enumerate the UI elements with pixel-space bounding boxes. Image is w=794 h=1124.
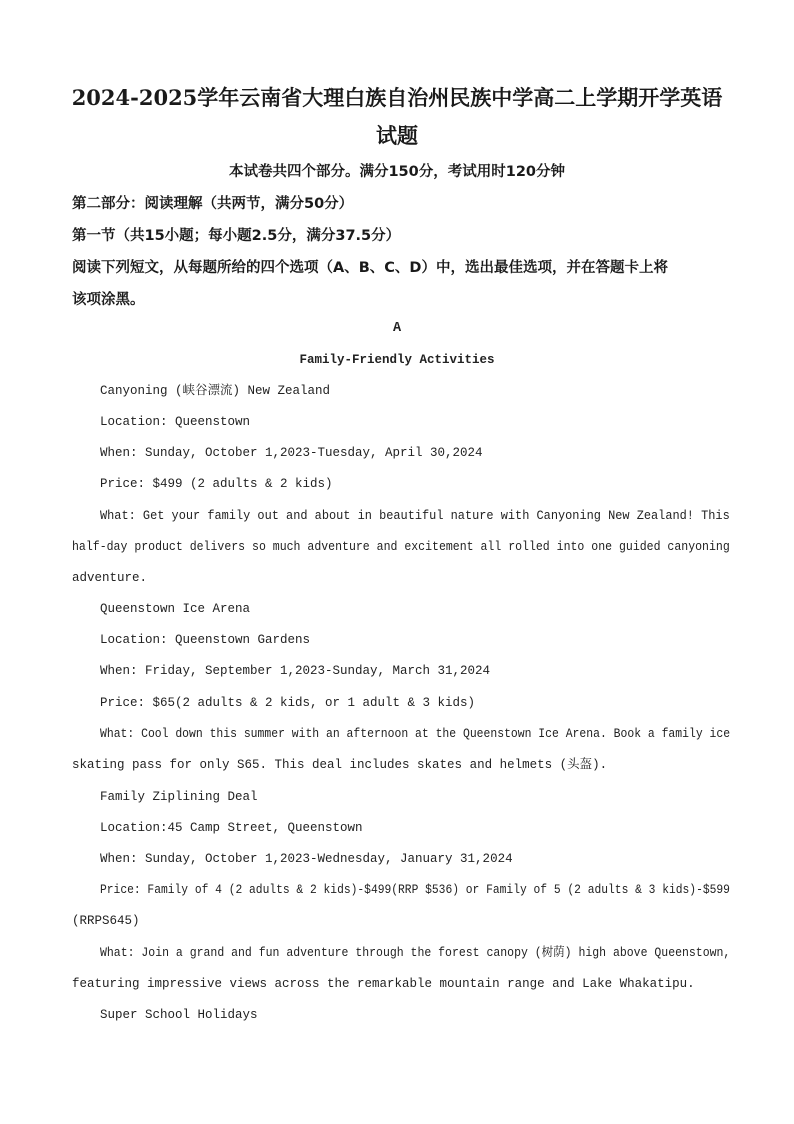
activity-location: Location: Queenstown [100,415,251,429]
activity-description: What: Join a grand and fun adventure through the forest canopy (树荫) high above Queenstown, [100,946,731,960]
activity-name: Queenstown Ice Arena [100,602,251,616]
instructions-line1: 阅读下列短文，从每题所给的四个选项（A、B、C、D）中，选出最佳选项，并在答题卡上将 [72,260,668,276]
activity-dates: When: Sunday, October 1,2023-Tuesday, April 30,2024 [100,446,483,460]
passage-letter: A [392,321,402,336]
activity-description: half-day product delivers so much adventure and excitement all rolled into one guided canyoning [72,540,730,554]
activity-name: Canyoning (峡谷漂流) New Zealand [100,384,331,398]
exam-info: 本试卷共四个部分。满分150分，考试用时120分钟 [228,164,566,180]
activity-dates: When: Friday, September 1,2023-Sunday, March 31,2024 [100,664,491,678]
activity-description: adventure. [72,571,148,585]
activity-price: Price: $65(2 adults & 2 kids, or 1 adult & 3 kids) [100,696,476,710]
instructions-line2: 该项涂黑。 [72,292,145,308]
activity-location: Location:45 Camp Street, Queenstown [100,821,363,835]
passage-title: Family-Friendly Activities [299,353,495,367]
activity-location: Location: Queenstown Gardens [100,633,311,647]
activity-price: Price: $499 (2 adults & 2 kids) [100,477,333,491]
activity-description: What: Get your family out and about in beautiful nature with Canyoning New Zealand! This [100,509,730,523]
document-title-line2: 试题 [376,123,418,148]
activity-name: Super School Holidays [100,1008,258,1022]
document-title-line1: 2024-2025学年云南省大理白族自治州民族中学高二上学期开学英语 [71,85,723,110]
activity-description: What: Cool down this summer with an afternoon at the Queenstown Ice Arena. Book a family ice [100,727,731,741]
part-heading: 第二部分：阅读理解（共两节，满分50分） [72,196,354,212]
subsection-heading: 第一节（共15小题；每小题2.5分，满分37.5分） [72,228,401,244]
activity-description: featuring impressive views across the remarkable mountain range and Lake Whakatipu. [72,977,695,991]
activity-dates: When: Sunday, October 1,2023-Wednesday, January 31,2024 [100,852,513,866]
activity-name: Family Ziplining Deal [100,790,258,804]
activity-description: skating pass for only S65. This deal includes skates and helmets (头盔). [72,758,608,772]
activity-price: Price: Family of 4 (2 adults & 2 kids)-$499(RRP $536) or Family of 5 (2 adults & 3 kids)-$599 [100,883,730,897]
activity-price: (RRPS645) [72,914,140,928]
